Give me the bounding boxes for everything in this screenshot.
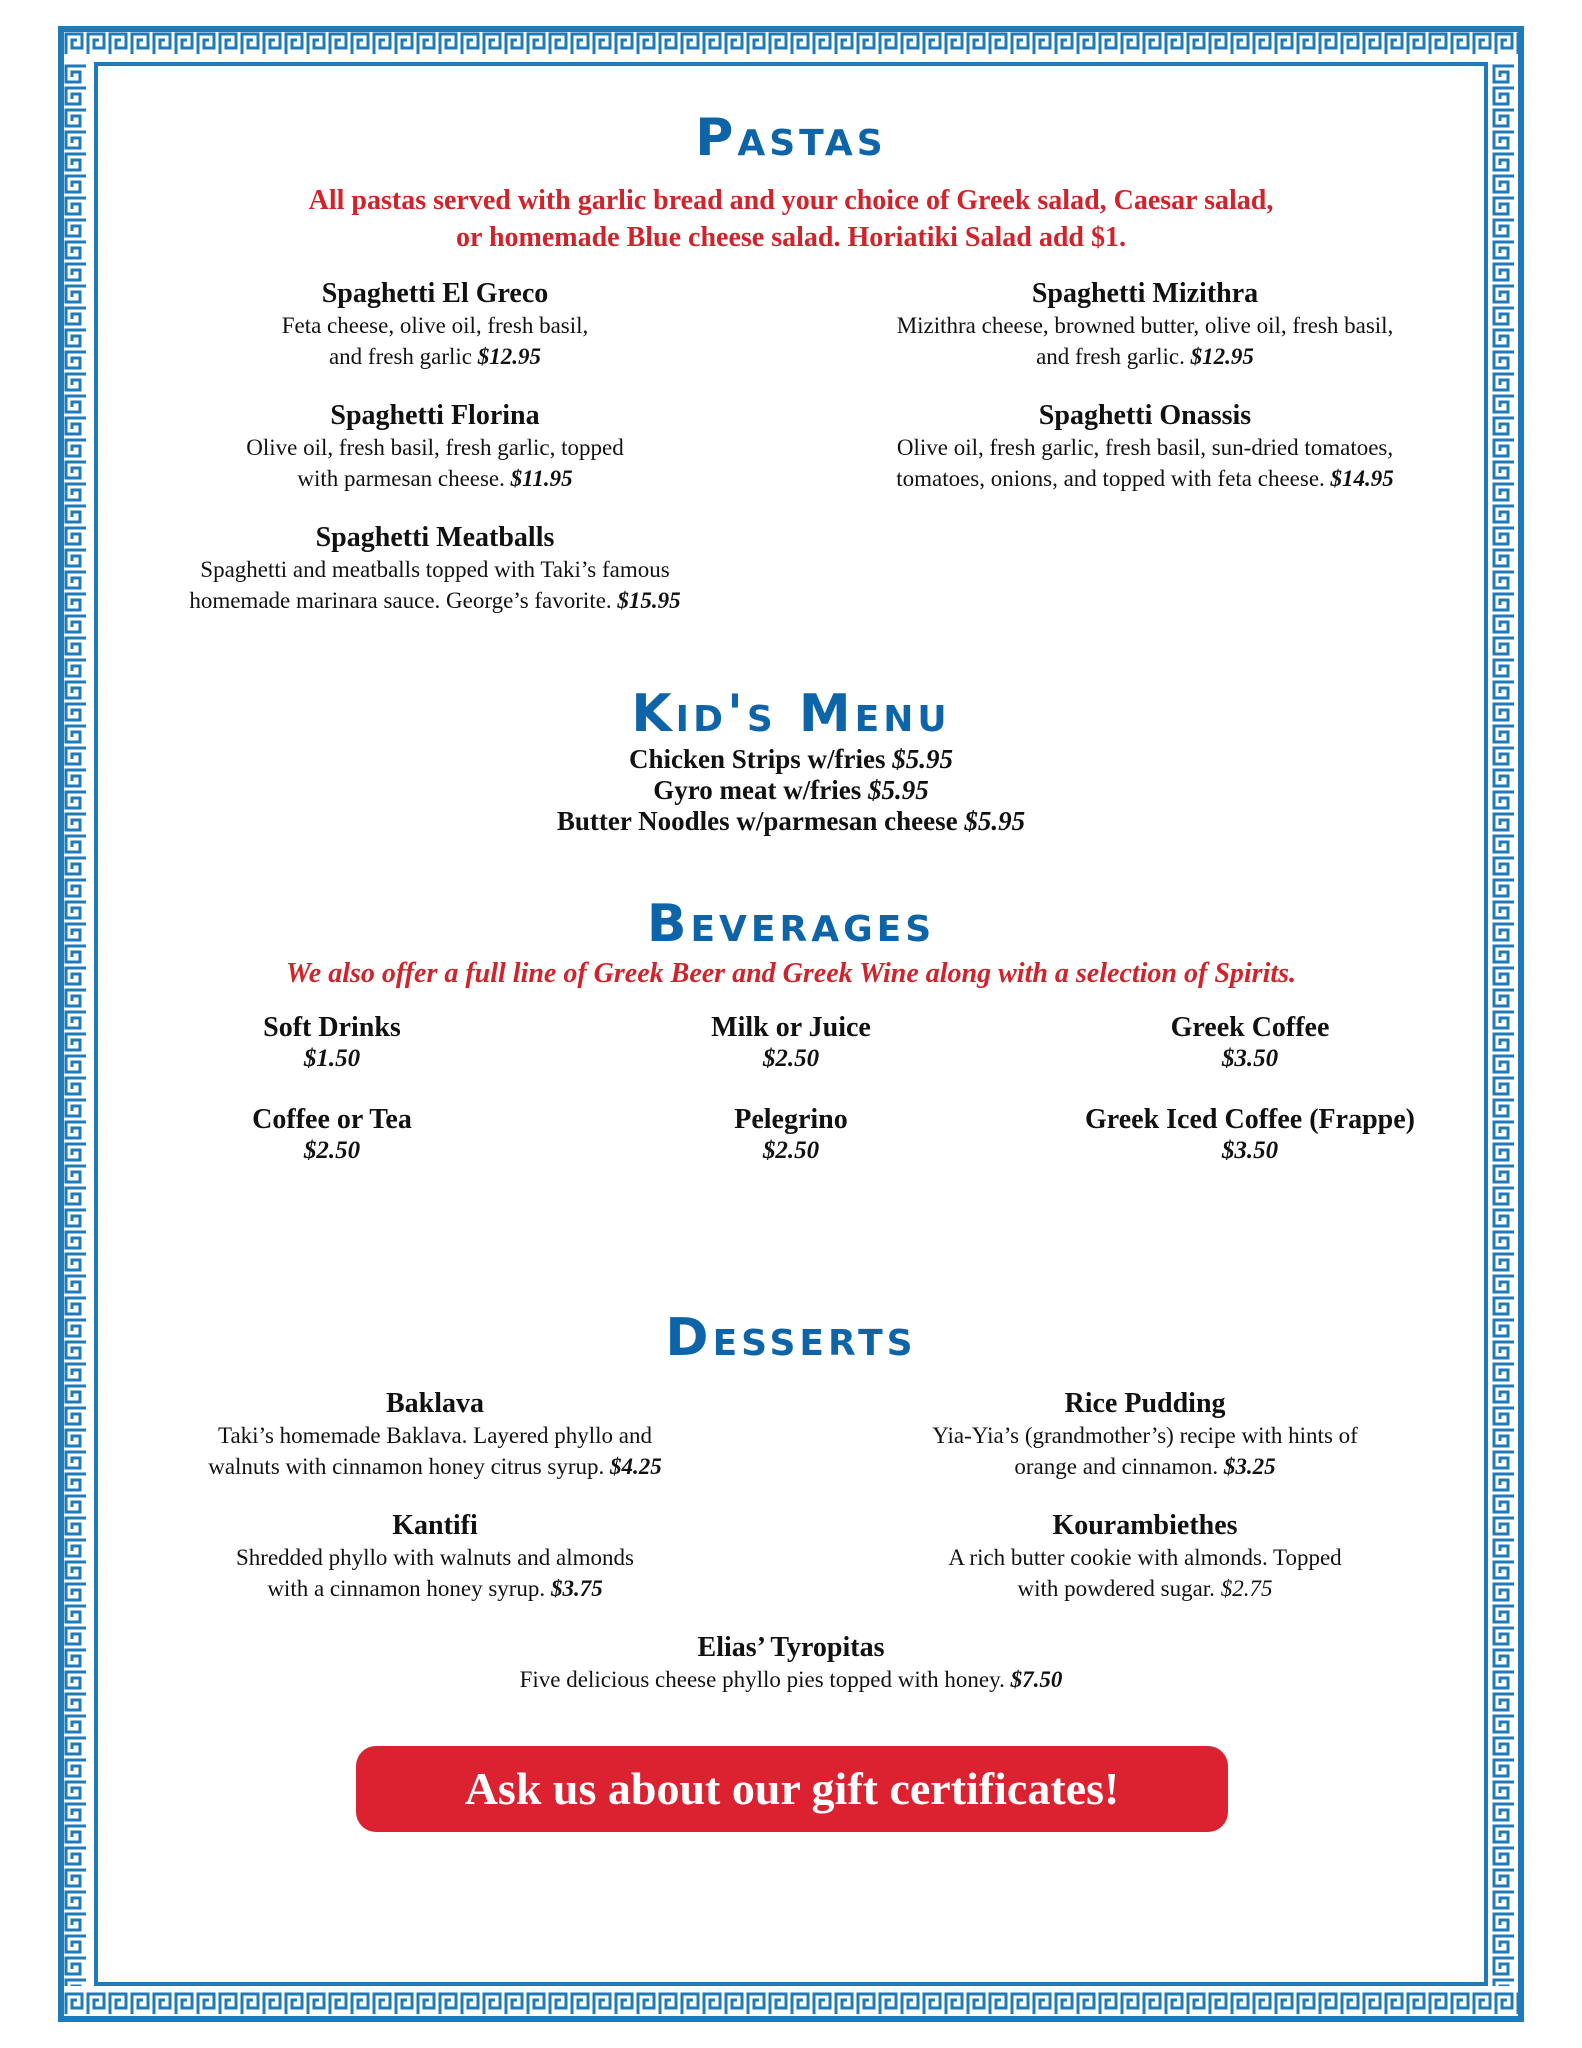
item-price: $3.75 — [550, 1576, 603, 1601]
beverages-title: Beverages — [646, 894, 936, 954]
item-desc: with powdered sugar. — [1017, 1576, 1215, 1601]
desserts-title: Desserts — [665, 1308, 917, 1368]
pastas-title: Pastas — [695, 108, 887, 168]
menu-item — [140, 522, 730, 616]
item-name: Chicken Strips w/fries — [629, 744, 886, 774]
pastas-note — [0, 182, 1582, 256]
item-price: $3.50 — [1221, 1137, 1279, 1164]
item-name: Rice Pudding — [1064, 1388, 1226, 1419]
menu-item — [140, 400, 730, 494]
item-name: Pelegrino — [734, 1104, 848, 1135]
item-desc: A rich butter cookie with almonds. Topped — [948, 1545, 1342, 1570]
item-name: Elias’ Tyropitas — [697, 1632, 885, 1663]
item-name: Baklava — [385, 1388, 485, 1419]
list-item — [0, 744, 1582, 775]
item-price: $3.50 — [1221, 1045, 1279, 1072]
item-name: Kantifi — [392, 1510, 478, 1541]
item-price: $12.95 — [1190, 344, 1254, 369]
item-price: $2.50 — [303, 1137, 361, 1164]
item-name: Spaghetti Mizithra — [1031, 278, 1259, 309]
item-price: $12.95 — [477, 344, 542, 369]
item-name: Soft Drinks — [263, 1012, 401, 1043]
item-desc: and fresh garlic. — [1036, 344, 1185, 369]
menu-item — [140, 278, 730, 372]
item-price: $5.95 — [964, 806, 1026, 836]
item-desc: Feta cheese, olive oil, fresh basil, — [281, 313, 589, 338]
item-name: Greek Coffee — [1170, 1012, 1330, 1043]
item-desc: walnuts with cinnamon honey citrus syrup. — [208, 1454, 605, 1479]
item-price: $5.95 — [892, 744, 953, 774]
item-name: Butter Noodles w/parmesan cheese — [556, 806, 958, 836]
menu-item — [340, 1632, 1242, 1695]
item-desc: Yia-Yia’s (grandmother’s) recipe with hints of — [932, 1423, 1358, 1448]
item-desc: Taki’s homemade Baklava. Layered phyllo and — [218, 1423, 652, 1448]
beverage-item — [1050, 1012, 1450, 1074]
pastas-note-line-2: or homemade Blue cheese salad. Horiatiki Salad add $1. — [456, 222, 1126, 253]
item-desc: orange and cinnamon. — [1014, 1454, 1219, 1479]
item-name: Greek Iced Coffee (Frappe) — [1085, 1104, 1415, 1135]
gift-certificate-banner[interactable]: Ask us about our gift certificates! — [356, 1746, 1228, 1832]
item-desc: with parmesan cheese. — [297, 466, 505, 491]
list-item — [0, 775, 1582, 806]
item-price: $15.95 — [617, 588, 681, 613]
beverage-item — [182, 1104, 482, 1166]
item-price: $5.95 — [867, 775, 929, 805]
item-name: Milk or Juice — [711, 1012, 871, 1043]
item-price: $3.25 — [1223, 1454, 1276, 1479]
kids-list — [0, 744, 1582, 837]
item-name: Spaghetti Meatballs — [315, 522, 555, 553]
item-desc: and fresh garlic — [328, 344, 473, 369]
beverage-item — [1050, 1104, 1450, 1166]
menu-item — [140, 1388, 730, 1482]
item-desc: Spaghetti and meatballs topped with Taki’s famous — [200, 557, 670, 582]
item-price: $4.25 — [610, 1454, 662, 1479]
menu-item — [840, 1510, 1450, 1604]
list-item — [0, 806, 1582, 837]
item-price: $2.50 — [762, 1045, 820, 1072]
item-desc: Five delicious cheese phyllo pies topped with honey. — [519, 1667, 1005, 1692]
beverage-item — [641, 1012, 941, 1074]
item-price: $2.75 — [1220, 1576, 1273, 1601]
item-price: $14.95 — [1330, 466, 1394, 491]
item-price: $7.50 — [1010, 1667, 1063, 1692]
pastas-note-line-1: All pastas served with garlic bread and your choice of Greek salad, Caesar salad, — [308, 185, 1274, 216]
item-desc: Mizithra cheese, browned butter, olive oil, fresh basil, — [896, 313, 1394, 338]
item-desc: Olive oil, fresh garlic, fresh basil, sun-dried tomatoes, — [896, 435, 1394, 460]
item-desc: Shredded phyllo with walnuts and almonds — [236, 1545, 634, 1570]
beverages-note: We also offer a full line of Greek Beer and Greek Wine along with a selection of Spirits. — [285, 958, 1297, 989]
menu-item — [140, 1510, 730, 1604]
item-name: Spaghetti Onassis — [1038, 400, 1252, 431]
menu-item — [840, 278, 1450, 372]
item-name: Gyro meat w/fries — [653, 775, 862, 805]
kids-title: Kid's Menu — [631, 684, 951, 744]
item-desc: with a cinnamon honey syrup. — [267, 1576, 546, 1601]
menu-item — [840, 400, 1450, 494]
beverage-item — [641, 1104, 941, 1166]
item-desc: homemade marinara sauce. George’s favorite. — [189, 588, 612, 613]
item-desc: Olive oil, fresh basil, fresh garlic, topped — [246, 435, 624, 460]
item-price: $2.50 — [762, 1137, 820, 1164]
item-name: Spaghetti El Greco — [321, 278, 549, 309]
item-name: Spaghetti Florina — [330, 400, 540, 431]
item-price: $11.95 — [510, 466, 573, 491]
menu-item — [840, 1388, 1450, 1482]
beverage-item — [182, 1012, 482, 1074]
item-name: Coffee or Tea — [252, 1104, 412, 1135]
item-desc: tomatoes, onions, and topped with feta cheese. — [896, 466, 1325, 491]
item-price: $1.50 — [303, 1045, 361, 1072]
item-name: Kourambiethes — [1052, 1510, 1238, 1541]
